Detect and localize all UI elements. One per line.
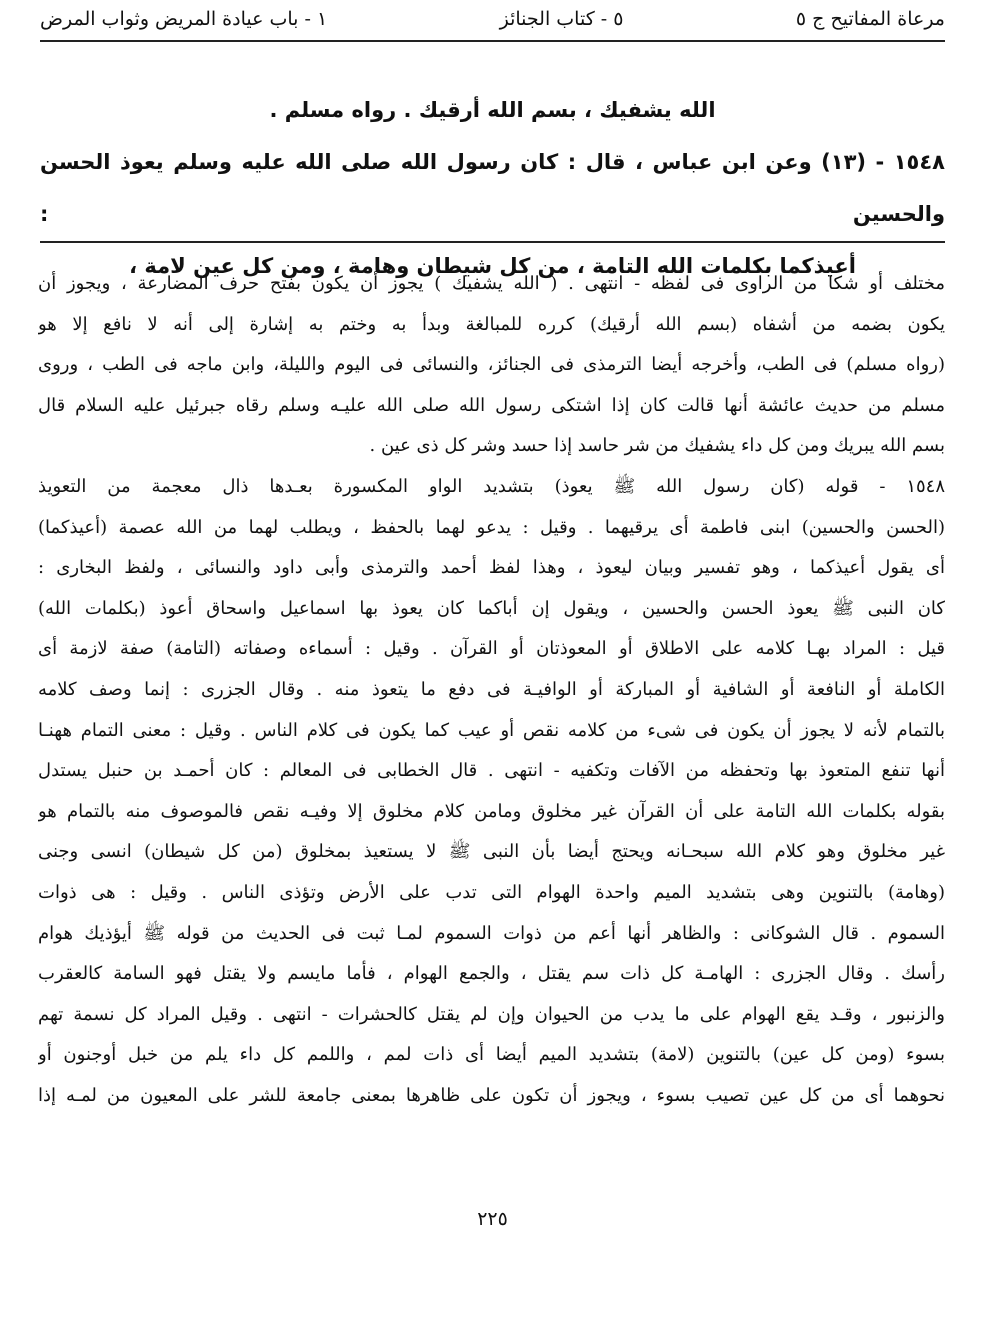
commentary-line: الكاملة أو النافعة أو الشافية أو المباركة أو الوافيـة فى دفع ما يتعوذ منه . وقال الجزرى : إنما وصف كلامه bbox=[38, 678, 945, 700]
commentary-text bbox=[38, 264, 945, 1116]
commentary-line: مسلم من حديث عائشة أنها قالت كان إذا اشتكى رسول الله صلى الله عليـه وسلم رقاه جبرئيل عليه السلام قال bbox=[38, 394, 945, 416]
commentary-line: كان النبى ﷺ يعوذ الحسن والحسين ، ويقول إن أباكما كان يعوذ بها اسماعيل واسحاق أعوذ (بكلمات الله) bbox=[38, 597, 945, 619]
commentary-line: غير مخلوق وهو كلام الله سبحـانه ويحتج أيضا بأن النبى ﷺ لا يستعيذ بمخلوق (من كل شيطان) انسى وجنى bbox=[38, 841, 945, 863]
header-book-title: مرعاة المفاتيح ج ٥ bbox=[795, 8, 945, 30]
header-chapter: ٥ - كتاب الجنائز bbox=[499, 8, 624, 30]
commentary-line: السموم . قال الشوكانى : والظاهر أنها أعم من ذوات السموم لمـا ثبت فى الحديث من قوله ﷺ أيؤذيك هوام bbox=[38, 922, 945, 944]
commentary-line: قيل : المراد بهـا كلامه على الاطلاق أو المعوذتان أو القرآن . وقيل : أسماءه وصفاته (التامة) صفة لازمة أى bbox=[38, 638, 945, 660]
hadith-line-2: أعيذكما بكلمات الله التامة ، من كل شيطان وهامة ، ومن كل عين لامة ، bbox=[129, 254, 856, 278]
page-number: ٢٢٥ bbox=[477, 1208, 508, 1230]
commentary-line: مختلف أو شكا من الراوى فى لفظه - انتهى . ( الله يشفيك ) يجوز أن يكون بفتح حرف المضارعة ، ويجوز أن bbox=[38, 273, 945, 294]
hadith-text bbox=[40, 84, 945, 292]
commentary-line: أنها تنفع المتعوذ بها وتحفظه من الآفات وتكفيه - انتهى . قال الخطابى فى المعالم : كان أحمـد بن حنبل يستدل bbox=[38, 760, 945, 782]
commentary-line: (الحسن والحسين) ابنى فاطمة أى يرقيهما . وقيل : يدعو لهما بالحفظ ، ويطلب لهما من الله عصمة (أعيذكما) bbox=[38, 516, 945, 538]
commentary-line: أى يقول أعيذكما ، وهو تفسير وبيان ليعوذ ، وهذا لفظ أحمد والترمذى وأبى داود والنسائى ، ولفظ البخارى : bbox=[38, 557, 945, 579]
commentary-line: بالتمام لأنه لا يجوز أن يكون فى شىء من كلامه نقص أو عيب كما يكون فى كلام الناس . وقيل : معنى التمام ههنـا bbox=[38, 719, 945, 741]
commentary-line: ١٥٤٨ - قوله (كان رسول الله ﷺ يعوذ) بتشديد الواو المكسورة بعـدها ذال معجمة من التعويذ bbox=[38, 475, 945, 497]
previous-hadith-ending: الله يشفيك ، بسم الله أرقيك . رواه مسلم . bbox=[269, 98, 716, 122]
hadith-line-1: ١٥٤٨ - (١٣) وعن ابن عباس ، قال : كان رسول الله صلى الله عليه وسلم يعوذ الحسن والحسين : bbox=[40, 150, 946, 226]
commentary-line: (رواه مسلم) فى الطب، وأخرجه أيضا الترمذى فى الجنائز، والنسائى فى اليوم والليلة، وابن ماجه فى الطب ، وروى bbox=[38, 354, 945, 376]
commentary-line: بسم الله يبريك ومن كل داء يشفيك من شر حاسد إذا حسد وشر كل ذى عين . bbox=[369, 435, 945, 457]
commentary-line: (وهامة) بالتنوين وهى بتشديد الميم واحدة الهوام التى تدب على الأرض وتؤذى الناس . وقيل : هى ذوات bbox=[38, 881, 945, 903]
header-section: ١ - باب عيادة المريض وثواب المرض bbox=[40, 8, 328, 30]
commentary-line: بسوء (ومن كل عين) بالتنوين (لامة) بتشديد الميم أيضا أى ذات لمم ، واللمم كل داء يلم من خبل أوجنون أو bbox=[38, 1044, 945, 1066]
section-divider bbox=[40, 241, 945, 243]
commentary-line: رأسك . وقال الجزرى : الهامـة كل ذات سم يقتل ، والجمع الهوام ، فأما مايسم ولا يقتل فهو السامة كالعقرب bbox=[38, 963, 945, 985]
commentary-line: والزنبور ، وقـد يقع الهوام على ما يدب من الحيوان وإن لم يقتل كالحشرات - انتهى . وقيل المراد كل نسمة تهم bbox=[38, 1003, 945, 1025]
commentary-line: نحوهما أى من كل عين تصيب بسوء ، ويجوز أن تكون على ظاهرها بمعنى جامعة للشر على المعيون من لمـه إذا bbox=[38, 1084, 945, 1106]
running-header bbox=[40, 4, 945, 42]
commentary-line: بقوله بكلمات الله التامة على أن القرآن غير مخلوق ومامن كلام مخلوق إلا وفيـه نقص فالموصوف منه بالتمام هو bbox=[38, 800, 945, 822]
commentary-line: يكون بضمه من أشفاه (بسم الله أرقيك) كرره للمبالغة وبدأ به وختم به إشارة إلى أنه لا نافع إلا هو bbox=[38, 313, 945, 335]
